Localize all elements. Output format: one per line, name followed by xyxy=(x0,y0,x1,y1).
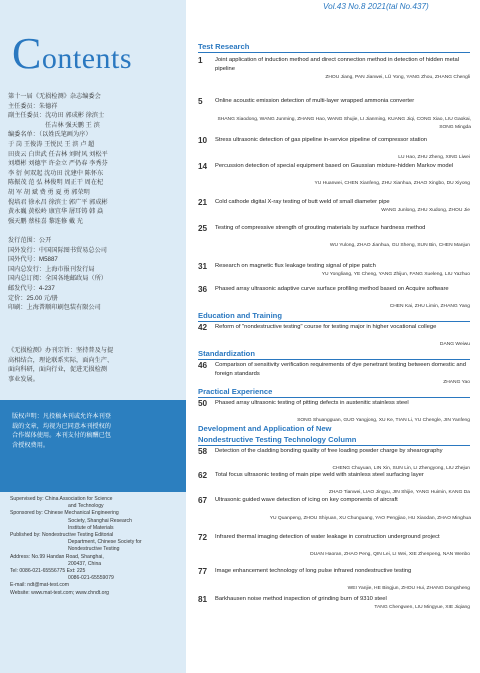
article-title: Image enhancement technology of long pulse infrared nondestructive testing xyxy=(215,568,412,574)
text-line: 发行范围：公开 xyxy=(8,237,52,244)
section-new-ndt-line1: Development and Application of New xyxy=(198,424,332,433)
page-number: 46 xyxy=(198,361,208,370)
text-line: 倪培君 徐永昌 徐滨士 郭广平 郭成彬 xyxy=(8,198,108,206)
text-line: 含授权费用。 xyxy=(12,441,50,449)
article-authors: LU Hao, ZHU Zheng, XING Liwei xyxy=(398,155,470,161)
section-education-training: Education and Training xyxy=(198,311,470,322)
toc-entry[interactable] xyxy=(198,97,472,131)
text-line: 陈振茂 范 弘 林俊明 周正干 周在杞 xyxy=(8,179,104,187)
article-title: Infrared thermal imaging detection of water leakage in construction underground project xyxy=(215,534,440,540)
section-new-ndt-line2: Nondestructive Testing Technology Column xyxy=(198,435,470,446)
article-authors: DUAN Haoran, ZHAO Peng, QIN Lei, LI Wei, XIE Zhenpeng, NAN Wenbo xyxy=(310,552,470,558)
masthead-line: Published by: Nondestructive Testing Editorial xyxy=(10,532,114,539)
toc-entry[interactable] xyxy=(198,162,472,196)
masthead-line: Nondestructive Testing xyxy=(68,546,120,553)
toc-entry[interactable] xyxy=(198,56,472,90)
article-authors: CHENG Chuyuan, LIN Xin, SUN Lin, LI Zhengyong, LIU Zhejun xyxy=(332,466,470,472)
page-number: 77 xyxy=(198,567,208,576)
toc-entry[interactable] xyxy=(198,496,472,530)
masthead-line: Address: No.99 Handan Road, Shanghai, xyxy=(10,553,104,560)
page-number: 72 xyxy=(198,533,208,542)
text-line: 第十一届《无损检测》杂志编委会 xyxy=(8,93,101,100)
text-line: 主任委员：朱德祥 xyxy=(8,102,58,110)
text-line: 于 岗 王俊涛 王悦民 王 滨 卢 超 xyxy=(8,140,95,148)
page-number: 25 xyxy=(198,224,208,233)
masthead-line: Sponsored by: Chinese Mechanical Engineering xyxy=(10,510,119,517)
toc-entry[interactable] xyxy=(198,285,472,319)
text-line: 副主任委员：沈功田 郭成彬 徐滨士 xyxy=(8,112,105,120)
article-title: Barkhausen noise method inspection of grinding burn of 9310 steel xyxy=(215,596,387,602)
page-number: 5 xyxy=(198,97,203,106)
text-line: 印刷：上海普顺印刷包装有限公司 xyxy=(8,304,101,312)
toc-entry[interactable] xyxy=(198,361,472,395)
page-number: 14 xyxy=(198,162,208,171)
article-authors: WEI Yanjie, HE Bingjun, ZHOU Hui, ZHANG Dongsheng xyxy=(347,586,470,592)
article-title: Detection of the cladding bonding quality of free loading powder charge by shearography xyxy=(215,448,443,454)
masthead-line: 200437, China xyxy=(68,560,102,567)
article-authors: SONG Shuangguan, GUO Yangjong, XU Ke, TIAN Li, YU Chengle, JIN Yanfeng xyxy=(297,418,470,424)
text-line: 强天鹏 蔡桂喜 黎连修 戴 光 xyxy=(8,217,83,225)
article-authors: SHANG Xiaodong, WANG Junming, ZHANG Hao, WANG Shujie, LI Jianming, KUANG Jiqi, CONG Xiao, LIU Gaokai, SONG Mingda xyxy=(217,117,471,131)
publication-info xyxy=(8,236,180,313)
article-title: Comparison of sensitivity verification requirements of dye penetrant testing between domestic and foreign standards xyxy=(215,362,467,378)
toc-entry[interactable] xyxy=(198,399,472,433)
page-number: 10 xyxy=(198,136,208,145)
article-authors: WU Yulong, ZHAO Jianhua, GU Sheng, SUN Bin, CHEN Manjun xyxy=(329,243,470,249)
text-line: 黄永巍 黄松岭 康宜华 屠耳铸 韩 焱 xyxy=(8,208,104,216)
text-line: 编委名单：（以姓氏笔画为序） xyxy=(8,131,92,139)
text-line: 国外发行：中国国际图书贸易总公司 xyxy=(8,246,107,254)
text-line: 刘增彬 刘德宇 许金立 严仍春 李秀芬 xyxy=(8,160,108,168)
english-masthead xyxy=(10,496,182,597)
text-line: 国内总发行：上海市报刊发行局 xyxy=(8,265,95,273)
article-title: Phased array ultrasonic adaptive curve surface profiling method based on Acquire software xyxy=(215,286,449,292)
text-line: 《无损检测》办刊宗旨：坚持普及与提 xyxy=(8,347,114,354)
toc-entry[interactable] xyxy=(198,533,472,567)
article-authors: YU Huanwei, CHEN Xianfeng, ZHU Xianhua, ZHAO Xingbo, DU Xiyong xyxy=(314,181,470,187)
editorial-board xyxy=(8,92,180,226)
text-line: 高相结合，理论联系实际，面向生产、 xyxy=(8,356,114,364)
article-title: Ultrasonic guided wave detection of icing on key components of aircraft xyxy=(215,497,398,503)
page-number: 67 xyxy=(198,496,208,505)
page-number: 42 xyxy=(198,323,208,332)
text-line: 田贵云 白世武 任吉林 刘时风 刘松平 xyxy=(8,150,108,158)
text-line: 邮发代号：4-237 xyxy=(8,284,55,292)
masthead-line: E-mail: ndt@mat-test.com xyxy=(10,582,69,589)
page-number: 1 xyxy=(198,56,203,65)
volume-info: Vol.43 No.8 2021(tal No.437) xyxy=(323,2,429,11)
article-title: Research on magnetic flux leakage testing signal of pipe patch xyxy=(215,263,376,269)
article-title: Phased array ultrasonic testing of pitting defects in austenitic stainless steel xyxy=(215,400,409,406)
text-line: 定价：25.00 元/册 xyxy=(8,294,58,302)
section-practical-experience: Practical Experience xyxy=(198,387,470,398)
masthead-line: Institute of Materials xyxy=(68,524,114,531)
masthead-line: 0086-021-65559079 xyxy=(68,575,114,582)
page-number: 58 xyxy=(198,447,208,456)
article-authors: ZHANG Yao xyxy=(443,380,470,386)
masthead-line: Department, Chinese Society for xyxy=(68,539,142,546)
article-authors: CHEN Kai, ZHU Limin, ZHANG Yang xyxy=(389,304,470,310)
toc-entry[interactable] xyxy=(198,595,472,629)
page-number: 50 xyxy=(198,399,208,408)
text-line: 载的文章，均视为已同意本刊授权的 xyxy=(12,422,111,430)
article-authors: TANG Chengwen, LIU Mingyue, XIE Jiqiang xyxy=(374,605,470,611)
article-title: Testing of compressive strength of grouting materials by surface hardness method xyxy=(215,225,426,231)
toc-entry[interactable] xyxy=(198,224,472,258)
text-line: 任吉林 强天鹏 王 滨 xyxy=(8,121,100,129)
article-authors: DANG Weiwu xyxy=(439,342,470,348)
masthead-line: and Technology xyxy=(68,503,104,510)
article-title: Stress ultrasonic detection of gas pipeline in-service pipeline of compressor station xyxy=(215,137,428,143)
article-authors: WANG Junlong, ZHU Xudong, ZHOU Jie xyxy=(381,208,470,214)
text-line: 胡 军 胡 斌 费 勇 夏 勇 郭荣明 xyxy=(8,188,90,196)
text-line: 国外代号：M5887 xyxy=(8,256,58,264)
page-number: 36 xyxy=(198,285,208,294)
text-line: 国内总订阅：全国各地邮政局（所） xyxy=(8,275,107,283)
article-authors: YU Yongliang, YE Cheng, YANG Zhijun, FANG Xueleng, LIU Yazhuo xyxy=(321,272,470,278)
page-number: 21 xyxy=(198,198,208,207)
contents-logo: Contents xyxy=(12,29,133,78)
article-title: Reform of "nondestructive testing" course for testing major in higher vocational college xyxy=(215,324,437,330)
text-line: 合作媒体使用。本刊支付的稿酬已包 xyxy=(12,432,111,440)
article-title: Online acoustic emission detection of multi-layer wrapped ammonia converter xyxy=(215,98,415,104)
journal-motto xyxy=(8,346,180,384)
toc-entry[interactable] xyxy=(198,323,472,357)
page-number: 81 xyxy=(198,595,208,604)
masthead-line: Society, Shanghai Research xyxy=(68,517,132,524)
section-test-research: Test Research xyxy=(198,42,470,53)
page-number: 62 xyxy=(198,471,208,480)
article-title: Joint application of induction method and direct connection method in detection of hidden metal pipeline xyxy=(215,57,459,73)
masthead-line: Website: www.mat-test.com; www.chndt.org xyxy=(10,589,109,596)
article-title: Total focus ultrasonic testing of main pipe weld with stainless steel surfacing layer xyxy=(215,472,424,478)
article-title: Cold cathode digital X-ray testing of butt weld of small diameter pipe xyxy=(215,199,390,205)
article-authors: ZHOU Jiang, PAN Jianwei, LÜ Yong, YANG Zhou, ZHANG Chengli xyxy=(325,75,470,81)
article-authors: ZHAO Tianwei, LIAO Jingyu, JIN Shijie, YANG Huimin, KANG Da xyxy=(328,490,470,496)
text-line: 面向科研，面向行业，促进无损检测 xyxy=(8,366,107,374)
masthead-line: Supervised by: China Association for Science xyxy=(10,496,113,502)
copyright-box xyxy=(0,400,186,492)
copyright-notice xyxy=(12,412,178,450)
article-title: Percussion detection of special equipment based on Gaussian mixture-hidden Markov model xyxy=(215,163,454,169)
text-line: 李 衍 何双起 沈功田 沈建中 陈怀东 xyxy=(8,169,104,177)
text-line: 事业发展。 xyxy=(8,375,39,383)
section-standardization: Standardization xyxy=(198,349,470,360)
masthead-line: Tel: 0086-021-65556775 Ext: 225 xyxy=(10,568,86,575)
text-line: 版权声明：凡投稿本刊或允许本刊登 xyxy=(12,413,111,420)
page-number: 31 xyxy=(198,262,208,271)
article-authors: YU Quanpeng, ZHOU Shiyuan, XU Chunguang, YAO Pengjiao, HU Xiaodan, ZHAO Minghua xyxy=(269,516,471,522)
